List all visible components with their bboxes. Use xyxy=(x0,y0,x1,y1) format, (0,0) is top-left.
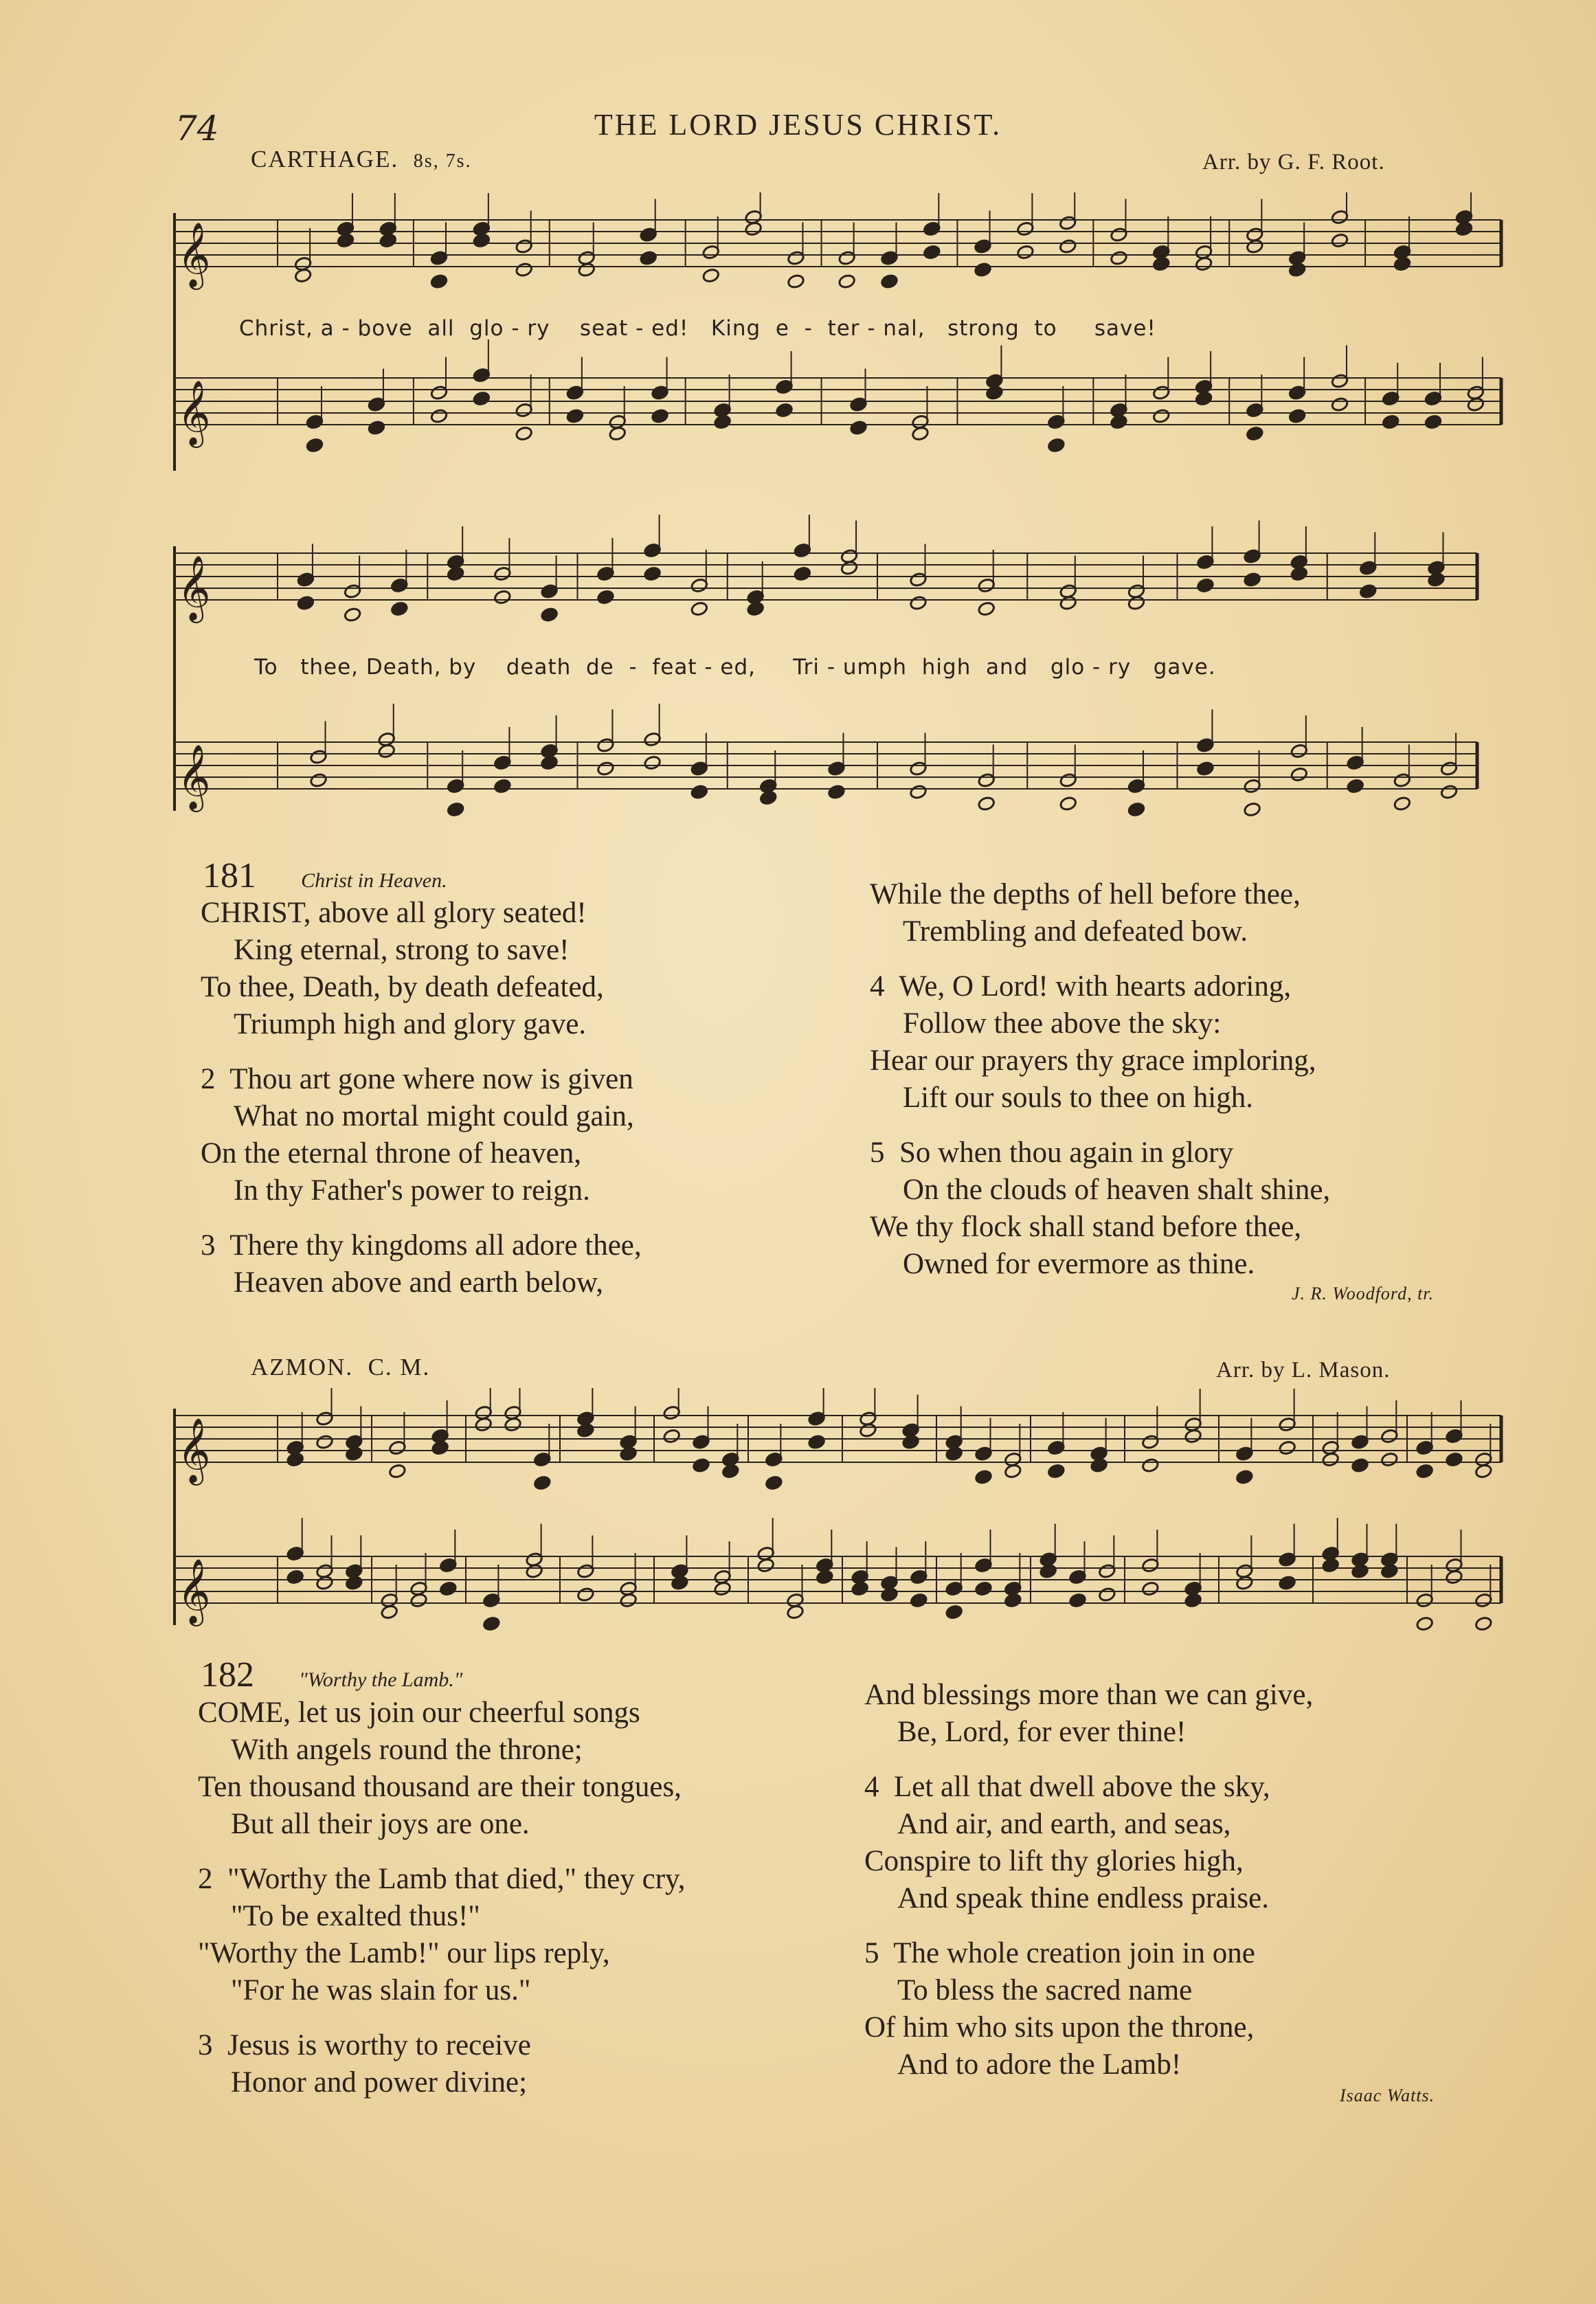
stanza xyxy=(870,876,1330,950)
carthage-treble-staff-1-note xyxy=(702,268,720,284)
carthage-treble-staff-1-note xyxy=(1246,238,1263,254)
verse-line: "To be exalted thus!" xyxy=(231,1900,480,1932)
carthage-bass-staff-1-note xyxy=(1382,414,1400,430)
azmon-treble-staff-note xyxy=(286,1452,304,1468)
hymn-181-column-1 xyxy=(201,895,642,1319)
verse-line: 4 We, O Lord! with hearts adoring, xyxy=(870,970,1292,1003)
carthage-bass-staff-2-note xyxy=(1196,761,1214,776)
hymn-number-181: 181 xyxy=(203,856,256,895)
azmon-treble-staff-note xyxy=(1047,1464,1065,1479)
verse-line: Honor and power divine; xyxy=(231,2066,528,2099)
verse-line: While the depths of hell before thee, xyxy=(870,878,1301,910)
verse-line: Ten thousand thousand are their tongues, xyxy=(198,1771,682,1803)
hymn-181-column-2 xyxy=(870,876,1330,1301)
azmon-treble-staff-note xyxy=(1322,1452,1340,1468)
running-head: THE LORD JESUS CHRIST. xyxy=(594,108,1002,142)
carthage-staff-svg xyxy=(172,192,1505,845)
carthage-bass-staff-1-note xyxy=(1152,408,1170,424)
verse-line: And air, and earth, and seas, xyxy=(897,1808,1231,1840)
stanza xyxy=(198,2027,686,2101)
verse-line: What no mortal might could gain, xyxy=(234,1100,634,1132)
carthage-treble-staff-1-note xyxy=(515,262,533,278)
verse-line: Conspire to lift thy glories high, xyxy=(864,1845,1244,1877)
page-number: 74 xyxy=(175,109,219,148)
azmon-staff-svg xyxy=(172,1388,1505,1635)
verse-line: In thy Father's power to reign. xyxy=(234,1174,590,1207)
carthage-treble-staff-1-note xyxy=(1393,256,1411,272)
azmon-treble-staff-note xyxy=(1445,1452,1463,1468)
carthage-bass-staff-2-note xyxy=(596,761,614,776)
carthage-bass-staff-1-note xyxy=(1195,391,1213,407)
verse-line: 3 Jesus is worthy to receive xyxy=(198,2029,531,2061)
azmon-bass-staff-note xyxy=(851,1581,869,1597)
carthage-treble-staff-2-note xyxy=(840,560,858,576)
verse-line: Heaven above and earth below, xyxy=(234,1266,604,1299)
carthage-bass-staff-2-note xyxy=(978,796,996,812)
carthage-bass-staff-1-note xyxy=(515,426,533,442)
carthage-treble-staff-1-note xyxy=(880,273,898,289)
verse-line: 2 "Worthy the Lamb that died," they cry, xyxy=(198,1863,686,1895)
azmon-bass-staff-note xyxy=(526,1563,543,1579)
carthage-score xyxy=(172,192,1505,845)
carthage-treble-staff-2-note xyxy=(978,601,996,617)
carthage-bass-staff-2-note xyxy=(1290,767,1308,783)
stanza xyxy=(201,1061,642,1209)
azmon-bass-staff-note xyxy=(620,1593,638,1609)
carthage-bass-staff-1-clef-icon: 𝄞 xyxy=(177,380,211,445)
carthage-treble-staff-2-note xyxy=(493,590,511,605)
carthage-bass-staff-2-note xyxy=(827,784,845,800)
carthage-bass-staff-2-note xyxy=(1347,779,1364,794)
azmon-treble-staff-note xyxy=(1380,1452,1398,1468)
carthage-bass-staff-1-note xyxy=(985,385,1003,401)
azmon-bass-staff-note xyxy=(409,1593,427,1609)
carthage-bass-staff-2-note xyxy=(1244,802,1261,818)
carthage-treble-staff-2-note xyxy=(1127,595,1145,611)
azmon-treble-staff-note xyxy=(902,1434,920,1450)
azmon-bass-staff-note xyxy=(576,1587,594,1602)
stanza xyxy=(201,1227,642,1301)
stanza xyxy=(198,1861,686,2009)
azmon-bass-staff-note xyxy=(381,1604,398,1620)
carthage-treble-staff-2-note xyxy=(297,595,315,611)
verse-line: 2 Thou art gone where now is given xyxy=(201,1063,633,1095)
carthage-treble-staff-2-note xyxy=(596,590,614,605)
carthage-treble-staff-1-note xyxy=(1331,233,1349,249)
carthage-bass-staff-1-note xyxy=(714,414,732,430)
verse-line: "Worthy the Lamb!" our lips reply, xyxy=(198,1937,610,1969)
azmon-treble-staff-note xyxy=(1184,1429,1202,1444)
verse-line: On the eternal throne of heaven, xyxy=(201,1137,581,1170)
carthage-bass-staff-1-note xyxy=(911,426,929,442)
azmon-treble-staff-note xyxy=(620,1446,638,1462)
azmon-bass-staff-note xyxy=(1004,1593,1022,1609)
verse-line: And blessings more than we can give, xyxy=(864,1679,1314,1711)
azmon-treble-staff-note xyxy=(1416,1464,1434,1479)
azmon-treble-staff-note xyxy=(974,1469,992,1485)
hymn-title-182: "Worthy the Lamb." xyxy=(299,1668,463,1691)
carthage-treble-staff-1-note xyxy=(1059,238,1077,254)
carthage-treble-staff-2-clef-icon: 𝄞 xyxy=(177,555,211,620)
tune-name-carthage: CARTHAGE. 8s, 7s. xyxy=(251,146,472,172)
azmon-bass-staff-note xyxy=(974,1581,992,1597)
carthage-treble-staff-2-note xyxy=(1359,583,1377,599)
stanza xyxy=(201,895,642,1043)
azmon-bass-staff-note xyxy=(1279,1575,1296,1591)
carthage-treble-staff-1-note xyxy=(473,233,491,249)
azmon-bass-staff-note xyxy=(1141,1581,1159,1597)
stanza xyxy=(870,1134,1330,1283)
stanza xyxy=(864,1677,1313,1751)
carthage-treble-staff-2-note xyxy=(1427,572,1445,588)
carthage-treble-staff-2-note xyxy=(1244,572,1261,588)
verse-line: To bless the sacred name xyxy=(897,1974,1193,2006)
carthage-bass-staff-1-note xyxy=(306,438,324,454)
azmon-bass-staff-note xyxy=(439,1581,457,1597)
verse-line: 3 There thy kingdoms all adore thee, xyxy=(201,1229,642,1262)
azmon-bass-staff-note xyxy=(286,1569,304,1585)
carthage-bass-staff-1-note xyxy=(1110,414,1127,430)
azmon-treble-staff-note xyxy=(859,1422,877,1438)
azmon-treble-staff-note xyxy=(315,1434,333,1450)
carthage-treble-staff-2-note xyxy=(344,607,361,623)
azmon-bass-staff-note xyxy=(1039,1563,1057,1579)
carthage-treble-staff-1-note xyxy=(787,273,805,289)
carthage-treble-staff-2-note xyxy=(909,595,927,611)
carthage-bass-staff-1-note xyxy=(473,391,491,407)
azmon-score xyxy=(172,1388,1505,1635)
verse-line: And to adore the Lamb! xyxy=(897,2048,1182,2081)
carthage-bass-staff-2-clef-icon: 𝄞 xyxy=(177,744,211,809)
azmon-treble-staff-note xyxy=(533,1475,551,1491)
carthage-treble-staff-2-note xyxy=(447,566,464,582)
azmon-bass-staff-note xyxy=(880,1587,898,1602)
carthage-treble-staff-1-note xyxy=(974,262,991,278)
azmon-treble-staff-clef-icon: 𝄞 xyxy=(177,1418,211,1483)
tune-arranger-mason: Arr. by L. Mason. xyxy=(1216,1358,1391,1383)
azmon-treble-staff-note xyxy=(388,1464,406,1479)
azmon-treble-staff-note xyxy=(1141,1457,1159,1473)
azmon-bass-staff-note xyxy=(816,1569,833,1585)
azmon-bass-staff-note xyxy=(1380,1563,1398,1579)
azmon-treble-staff-note xyxy=(1235,1469,1253,1485)
carthage-bass-staff-1-note xyxy=(849,420,867,436)
carthage-bass-staff-2-note xyxy=(493,779,511,794)
carthage-treble-staff-1-note xyxy=(1110,250,1127,266)
verse-line: COME, let us join our cheerful songs xyxy=(198,1697,640,1729)
azmon-bass-staff-note xyxy=(315,1575,333,1591)
carthage-bass-staff-2-note xyxy=(759,790,777,806)
verse-line: Be, Lord, for ever thine! xyxy=(897,1716,1187,1748)
carthage-bass-staff-1-note xyxy=(1424,414,1442,430)
azmon-bass-staff-note xyxy=(1474,1616,1492,1632)
verse-line: We thy flock shall stand before thee, xyxy=(870,1211,1302,1243)
carthage-treble-staff-2-note xyxy=(1290,566,1308,582)
carthage-bass-staff-2-note xyxy=(309,772,327,788)
carthage-treble-staff-1-note xyxy=(745,221,763,237)
stanza xyxy=(864,1769,1313,1917)
azmon-bass-staff-note xyxy=(345,1575,363,1591)
verse-line: 5 So when thou again in glory xyxy=(870,1137,1234,1169)
verse-line: Of him who sits upon the throne, xyxy=(864,2011,1255,2044)
azmon-bass-staff-note xyxy=(1351,1563,1369,1579)
carthage-treble-staff-1-note xyxy=(838,273,856,289)
carthage-bass-staff-1-note xyxy=(1467,396,1485,412)
carthage-bass-staff-2-note xyxy=(644,755,662,771)
carthage-treble-staff-1-clef-icon: 𝄞 xyxy=(177,222,211,287)
carthage-bass-staff-2-note xyxy=(1393,796,1411,812)
hymn-182-author: Isaac Watts. xyxy=(1340,2085,1435,2105)
azmon-bass-staff-note xyxy=(1098,1587,1116,1602)
carthage-treble-staff-1-note xyxy=(379,233,397,249)
azmon-treble-staff-note xyxy=(1474,1464,1492,1479)
azmon-treble-staff-note xyxy=(1279,1440,1296,1456)
verse-line: Lift our souls to thee on high. xyxy=(903,1082,1253,1114)
verse-line: 4 Let all that dwell above the sky, xyxy=(864,1771,1270,1803)
verse-line: 5 The whole creation join in one xyxy=(864,1937,1255,1969)
verse-line: Hear our prayers thy grace imploring, xyxy=(870,1044,1316,1077)
hymn-182-column-2 xyxy=(864,1677,1313,2101)
verse-line: To thee, Death, by death defeated, xyxy=(201,971,604,1003)
carthage-bass-staff-2-note xyxy=(378,743,396,759)
carthage-treble-staff-1-note xyxy=(294,268,312,284)
azmon-bass-staff-clef-icon: 𝄞 xyxy=(177,1558,211,1624)
verse-line: But all their joys are one. xyxy=(231,1808,530,1840)
carthage-treble-staff-1-note xyxy=(337,233,355,249)
azmon-bass-staff-note xyxy=(945,1604,963,1620)
azmon-treble-staff-note xyxy=(345,1446,363,1462)
carthage-bass-staff-1-note xyxy=(566,408,584,424)
carthage-treble-staff-1-note xyxy=(923,245,941,260)
azmon-treble-staff-note xyxy=(431,1440,449,1456)
azmon-treble-staff-note xyxy=(945,1446,963,1462)
azmon-bass-staff-note xyxy=(714,1581,732,1597)
tune-name-azmon: AZMON. C. M. xyxy=(251,1354,431,1380)
verse-line: On the clouds of heaven shalt shine, xyxy=(903,1174,1331,1206)
carthage-treble-staff-1-note xyxy=(1288,262,1306,278)
azmon-treble-staff-note xyxy=(1351,1457,1369,1473)
verse-line: "For he was slain for us." xyxy=(231,1974,531,2006)
hymn-181-heading xyxy=(203,855,447,896)
carthage-treble-staff-2-note xyxy=(1196,578,1214,594)
hymn-title-181: Christ in Heaven. xyxy=(301,869,447,892)
carthage-bass-staff-2-note xyxy=(447,802,464,818)
carthage-bass-staff-1-note xyxy=(368,420,385,436)
carthage-treble-staff-2-note xyxy=(690,601,708,617)
carthage-treble-staff-1-note xyxy=(1195,256,1213,272)
azmon-bass-staff-note xyxy=(1416,1616,1434,1632)
carthage-bass-staff-1-note xyxy=(1331,396,1349,412)
carthage-treble-staff-1-note xyxy=(578,262,596,278)
azmon-treble-staff-note xyxy=(475,1417,493,1433)
verse-line: Trembling and defeated bow. xyxy=(903,915,1248,948)
carthage-treble-staff-2-note xyxy=(1059,595,1077,611)
stanza xyxy=(198,1695,686,1843)
carthage-treble-staff-1-note xyxy=(430,273,448,289)
azmon-bass-staff-note xyxy=(482,1616,500,1632)
azmon-bass-staff-note xyxy=(671,1575,688,1591)
azmon-treble-staff-note xyxy=(808,1434,826,1450)
verse-line: With angels round the throne; xyxy=(231,1734,583,1766)
azmon-bass-staff-note xyxy=(1322,1558,1340,1574)
verse-line: And speak thine endless praise. xyxy=(897,1882,1269,1914)
azmon-treble-staff-note xyxy=(504,1417,521,1433)
azmon-bass-staff-note xyxy=(910,1593,928,1609)
azmon-bass-staff-note xyxy=(786,1604,804,1620)
carthage-lyric-line-2: To thee, Death, by death de - feat - ed, Tri - umph high and glo - ry gave. xyxy=(254,655,1216,680)
azmon-treble-staff-note xyxy=(692,1457,710,1473)
carthage-bass-staff-2-note xyxy=(1440,784,1458,800)
carthage-treble-staff-1-note xyxy=(1016,245,1034,260)
carthage-bass-staff-2-note xyxy=(909,784,927,800)
azmon-treble-staff-note xyxy=(663,1429,681,1444)
carthage-bass-staff-1-note xyxy=(609,426,627,442)
carthage-bass-staff-2-note xyxy=(541,755,559,771)
azmon-bass-staff-note xyxy=(1184,1593,1202,1609)
azmon-treble-staff-note xyxy=(1090,1457,1108,1473)
azmon-bass-staff-note xyxy=(757,1558,775,1574)
azmon-bass-staff-note xyxy=(1068,1593,1086,1609)
tune-arranger-root: Arr. by G. F. Root. xyxy=(1202,150,1385,175)
verse-line: CHRIST, above all glory seated! xyxy=(201,897,587,929)
hymn-number-182: 182 xyxy=(201,1655,254,1695)
verse-line: Triumph high and glory gave. xyxy=(234,1008,587,1040)
carthage-treble-staff-2-note xyxy=(541,607,559,623)
azmon-treble-staff-note xyxy=(721,1464,739,1479)
azmon-bass-staff-note xyxy=(1445,1569,1463,1585)
verse-line: King eternal, strong to save! xyxy=(234,934,570,966)
carthage-bass-staff-1-note xyxy=(430,408,448,424)
carthage-treble-staff-2-note xyxy=(747,601,765,617)
carthage-bass-staff-1-note xyxy=(1047,438,1065,454)
carthage-treble-staff-1-note xyxy=(1152,256,1170,272)
carthage-bass-staff-1-note xyxy=(1246,426,1263,442)
hymn-181-author: J. R. Woodford, tr. xyxy=(1292,1284,1435,1304)
azmon-bass-staff-note xyxy=(1235,1575,1253,1591)
hymn-182-column-1 xyxy=(198,1695,686,2119)
carthage-lyric-line-1: Christ, a - bove all glo - ry seat - ed! King e - ter - nal, strong to save! xyxy=(239,316,1156,341)
azmon-treble-staff-note xyxy=(576,1422,594,1438)
azmon-treble-staff-note xyxy=(765,1475,783,1491)
carthage-treble-staff-1-note xyxy=(640,250,657,266)
hymn-182-heading xyxy=(201,1655,462,1695)
stanza xyxy=(864,1935,1313,2083)
carthage-bass-staff-2-note xyxy=(1059,796,1077,812)
carthage-bass-staff-1-note xyxy=(1288,408,1306,424)
carthage-treble-staff-1-note xyxy=(1455,221,1473,237)
stanza xyxy=(870,968,1330,1117)
verse-line: Follow thee above the sky: xyxy=(903,1007,1222,1040)
carthage-bass-staff-2-note xyxy=(690,784,708,800)
carthage-treble-staff-2-note xyxy=(390,601,408,617)
azmon-treble-staff-note xyxy=(1004,1464,1022,1479)
carthage-bass-staff-1-note xyxy=(651,408,668,424)
carthage-treble-staff-2-note xyxy=(644,566,662,582)
carthage-bass-staff-1-note xyxy=(776,403,794,418)
carthage-bass-staff-2-note xyxy=(1127,802,1145,818)
verse-line: Owned for evermore as thine. xyxy=(903,1248,1255,1280)
carthage-treble-staff-2-note xyxy=(794,566,811,582)
